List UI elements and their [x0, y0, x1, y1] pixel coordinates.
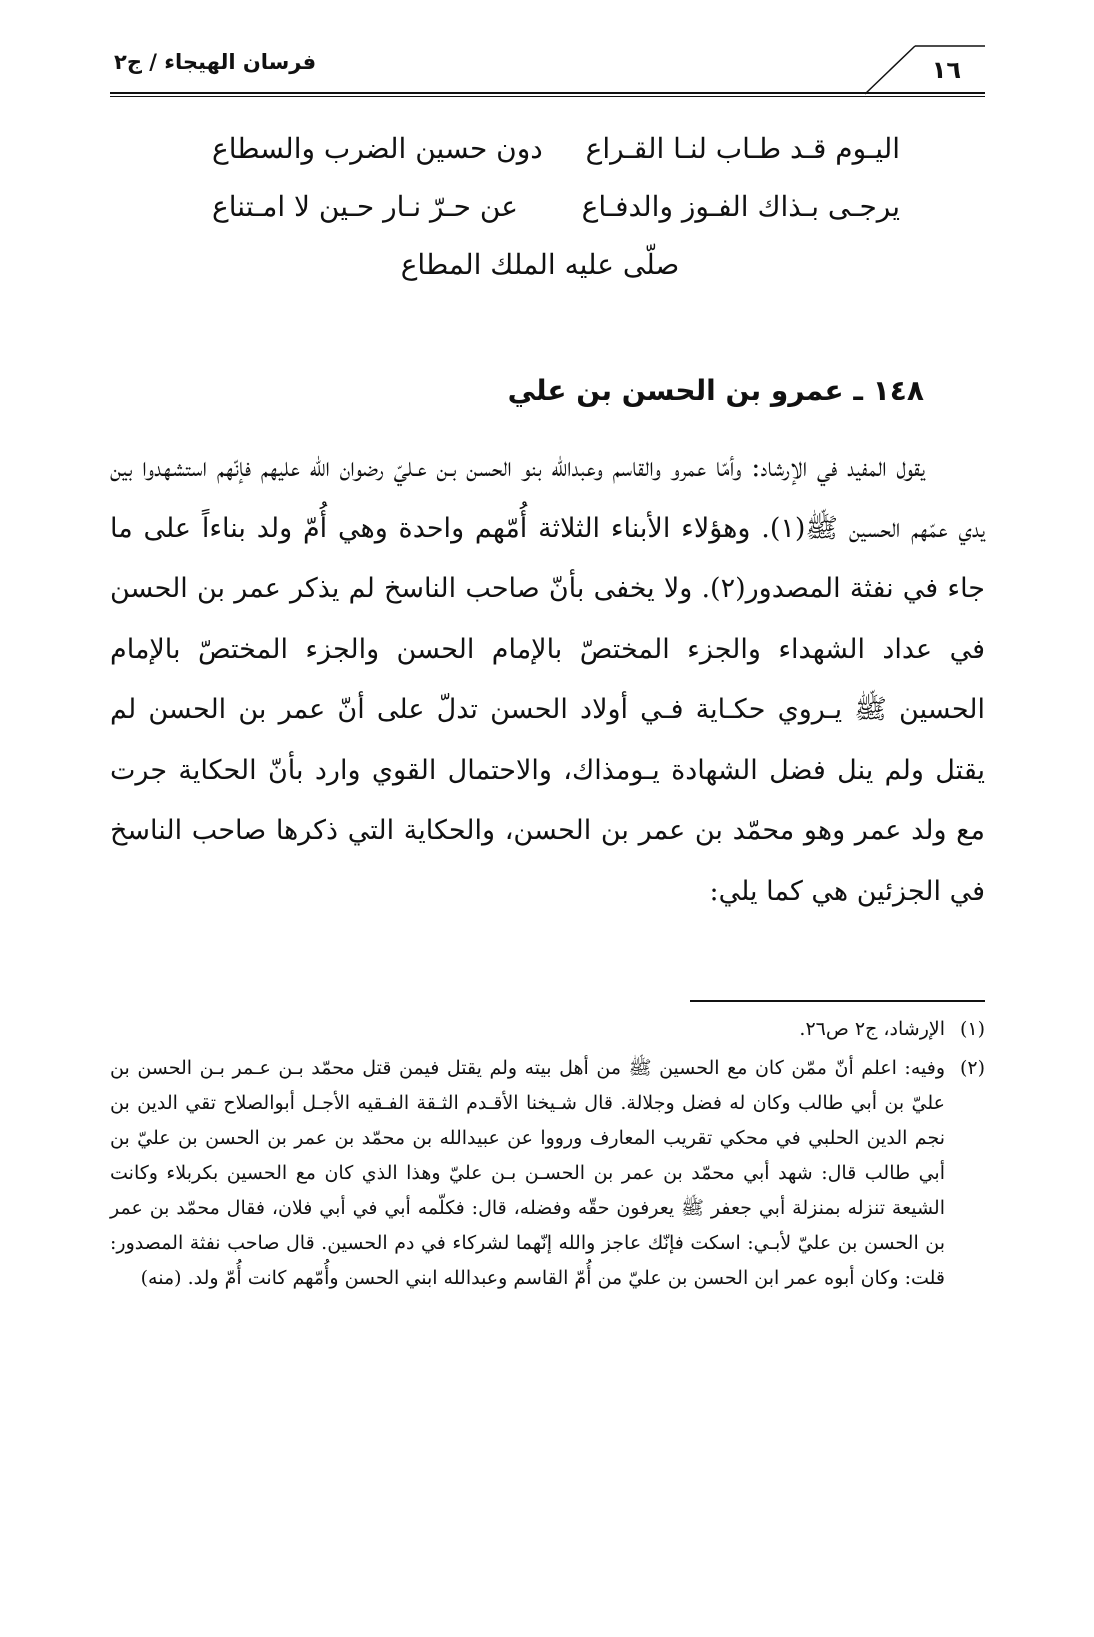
footnote-separator [690, 1000, 985, 1002]
poem-closing-line: صلّى عليه الملك المطاع [400, 248, 680, 281]
poem-line [180, 190, 900, 248]
header-rule [110, 92, 985, 97]
poem-hemistich-second: عن حـرّ نـار حـين لا امـتناع [212, 190, 518, 223]
header-slant-ornament [865, 42, 985, 96]
page-header [110, 42, 985, 102]
running-title: فرسان الهيجاء / ج٢ [114, 50, 317, 74]
footnote-number: (٢) [959, 1057, 985, 1079]
footnote [110, 1012, 985, 1047]
footnote [110, 1051, 985, 1296]
poem [180, 132, 900, 306]
footnote-text: الإرشاد، ج٢ ص٢٦. [799, 1018, 945, 1040]
footnote-number: (١) [959, 1018, 985, 1040]
page-number: ١٦ [931, 56, 961, 84]
section-heading: ١٤٨ ـ عمرو بن الحسن بن علي [507, 374, 924, 407]
body-text [110, 438, 985, 922]
body-paragraph: يقول المفيد في الإرشاد: وأمّا عمرو والقاسم وعبدالله بنو الحسن بـن عـليّ رضوان الله عليهم فإنّهم استشهدوا بين يدي عمّهم الحسين ﷺ(١). وهؤلاء الأبناء الثلاثة أُمّهم واحدة وهي أُمّ ولد بناءاً على ما جاء في نفثة المصدور(٢). ولا يخفى بأنّ صاحب الناسخ لم يذكر عمر بن الحسن في عداد الشهداء والجزء المختصّ بالإمام الحسن والجزء المختصّ بالإمام الحسين ﷺ يـروي حكـاية فـي أولاد الحسن تدلّ على أنّ عمر بن الحسن لم يقتل ولم ينل فضل الشهادة يـومذاك، والاحتمال القوي وارد بأنّ الحكاية جرت مع ولد عمر وهو محمّد بن عمر بن الحسن، والحكاية التي ذكرها صاحب الناسخ في الجزئين هي كما يلي: [110, 452, 985, 907]
poem-hemistich-first: اليـوم قـد طـاب لنـا القـراع [585, 132, 900, 165]
footnotes [110, 1012, 985, 1300]
poem-hemistich-first: يرجـى بـذاك الفـوز والدفـاع [581, 190, 900, 223]
poem-hemistich-second: دون حسين الضرب والسطاع [212, 132, 543, 165]
footnote-text: وفيه: اعلم أنّ ممّن كان مع الحسين ﷺ من أهل بيته ولم يقتل فيمن قتل محمّد بـن عـمر بـن الحسن بن عليّ بن أبي طالب وكان له فضل وجلالة. قال شـيخنا الأقـدم الثـقة الفـقيه الأجـل أبوالصلاح تقي الدين بن نجم الدين الحلبي في محكي تقريب المعارف ورووا عن عبيدالله بن محمّد بن عمر بن الحسن بن عليّ بن أبي طالب قال: شهد أبي محمّد بن عمر بن الحسـن بـن عليّ وهذا الذي كان مع الحسين بكربلاء وكانت الشيعة تنزله بمنزلة أبي جعفر ﷺ يعرفون حقّه وفضله، قال: فكلّمه أبي في أبي فلان، فقال محمّد بن عمر بن الحسن بن عليّ لأبـي: اسكت فإنّك عاجز والله إنّهما لشركاء في دم الحسين. قال صاحب نفثة المصدور: قلت: وكان أبوه عمر ابن الحسن بن عليّ من أُمّ القاسم وعبدالله ابني الحسن وأُمّهم كانت أُمّ ولد. (منه) [110, 1057, 945, 1289]
poem-line [180, 132, 900, 190]
